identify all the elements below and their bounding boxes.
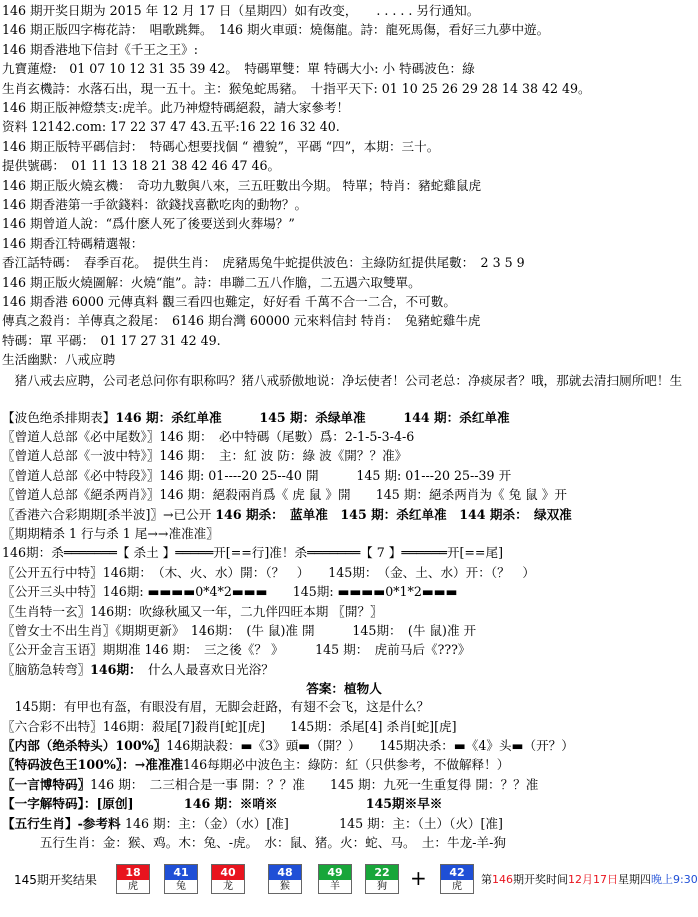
text-segment: 答案：植物人 — [306, 681, 382, 697]
ball-zodiac: 兔 — [176, 881, 186, 892]
text-segment: 146 期曾道人說：“爲什麽人死了後要送到火葬場？” — [2, 216, 295, 232]
text-line — [2, 177, 686, 194]
next-draw-time: 晚上9:30 — [651, 873, 698, 886]
results-label: 145期开奖结果 — [14, 873, 97, 887]
text-segment: 〖香港六合彩期期[杀半波]〗→已公开 — [2, 506, 216, 522]
text-segment: 146 期正版火燒圖解：火燒“龍”。詩：串聯二五八作膽，二五遇六取雙單。 — [2, 274, 421, 290]
text-segment: 146期訣殺：▬《3》頭▬（開？） 145期决杀：▬《4》头▬（开？） — [166, 738, 574, 753]
text-line — [2, 544, 686, 561]
text-segment: 〖曾道人总部《一波中特》〗146 期： 主：紅 波 防：綠 波《開？？准》 — [2, 448, 408, 464]
ball-number: 41 — [165, 865, 197, 880]
text-line — [2, 157, 686, 174]
text-segment: 资料 12142.com: 17 22 37 47 43.五平:16 22 16 32 40. — [2, 119, 340, 135]
result-ball — [318, 864, 352, 894]
result-ball — [268, 864, 302, 894]
result-ball — [365, 864, 399, 894]
text-segment: 146 期开奖日期为 2015 年 12 月 17 日（星期四）如有改变， . . . . . 另行通知。 — [2, 3, 480, 18]
text-line — [2, 603, 686, 620]
ball-zodiac: 龙 — [223, 881, 233, 892]
text-line — [2, 312, 686, 329]
text-segment: 146期：杀═══════【 杀土 】═════开[==行]准！杀═══════【 7 】══════开[==尾] — [2, 545, 503, 561]
ball-zodiac: 虎 — [452, 881, 462, 892]
text-segment: 〖曾道人总部《必中特段》〗146 期: 01----20 25--40 開 145 期: 01---20 25--39 开 — [2, 467, 512, 483]
text-line — [2, 661, 686, 678]
text-line — [2, 486, 686, 503]
text-segment: 〖六合彩不出特〗146期：殺尾[7]殺肖[蛇][虎] 145期：杀尾[4] 杀肖[蛇][虎] — [2, 718, 457, 734]
text-line — [2, 293, 686, 310]
result-ball — [164, 864, 198, 894]
ball-number: 40 — [212, 865, 244, 880]
text-segment: 【一字解特码】：[原创] 146 期：※哨※ 145期※早※ — [2, 796, 443, 812]
text-segment: 五行生肖：金：猴、鸡。木：兔、-虎。 水：鼠、猪。火：蛇、马。 土：牛龙-羊-狗 — [2, 835, 506, 850]
draw-results-bar — [0, 862, 698, 896]
text-line — [2, 776, 686, 793]
ball-zodiac: 虎 — [128, 881, 138, 892]
next-draw-date: 12月17日 — [568, 873, 618, 886]
next-draw-issue: 146 — [492, 873, 513, 886]
text-line — [2, 60, 686, 77]
text-segment: 146 期： 二三相合是一事 開：？？准 145 期：九死一生重复得 開：？？准 — [90, 776, 539, 792]
text-line — [2, 371, 686, 390]
text-segment: 香江話特碼： 春季百花。 提供生肖： 虎豬馬兔牛蛇提供波色：主綠防紅提供尾數： 2 3 5 9 — [2, 255, 525, 271]
text-segment: 生肖玄機詩：水落石出，現一五十。主：猴兔蛇馬豬。 十指平天下: 01 10 25 26 29 28 14 38 42 49。 — [2, 80, 591, 96]
result-ball — [211, 864, 245, 894]
text-line — [2, 428, 686, 445]
text-segment: 146 期正版神燈禁支:虎羊。此乃神燈特碼絕殺，請大家參考！ — [2, 100, 350, 115]
ball-number: 49 — [319, 865, 351, 880]
text-line — [2, 718, 686, 735]
text-segment: 〖脑筋急转弯〗 — [2, 661, 91, 677]
text-line — [2, 274, 686, 291]
text-line — [2, 21, 686, 38]
text-segment: 145期：有甲也有盔，有眼没有眉，无脚会赶路，有翅不会飞，这是什么？ — [2, 699, 430, 715]
result-ball — [116, 864, 150, 894]
text-line — [2, 698, 686, 715]
text-segment: 什么人最喜欢日光浴？ — [135, 661, 274, 677]
text-segment: 生活幽默：八戒应聘 — [2, 352, 116, 368]
result-ball — [440, 864, 474, 894]
text-segment: 猪八戒去应聘，公司老总问你有职称吗？猪八戒骄傲地说：净坛使者！公司老总：净痰尿者？哦，那就去清扫厕所吧！生 — [2, 372, 683, 388]
text-segment: 〖曾道人总部《必中尾数》〗146 期： 必中特碼（尾數）爲：2-1-5-3-4-6 — [2, 429, 415, 444]
text-segment: 146 期：杀红单准 145 期：杀绿单准 144 期：杀红单准 — [115, 409, 510, 425]
text-segment: 特碼：單 平碼： 01 17 27 31 42 49. — [2, 332, 221, 348]
text-line — [2, 506, 686, 523]
text-line — [2, 564, 686, 581]
text-segment: 146每期必中波色主：綠防：紅（只供参考，不做解释！） — [183, 757, 510, 773]
ball-zodiac: 狗 — [377, 881, 387, 892]
ball-number: 48 — [269, 865, 301, 880]
text-segment: 〖特码波色王100%〗：→准准准 — [2, 757, 184, 773]
ball-number: 42 — [441, 865, 473, 880]
text-line — [2, 196, 686, 213]
text-line — [2, 447, 686, 464]
next-draw-mid: 期开奖时间 — [513, 873, 568, 886]
text-segment: 〖公开五行中特〗146期： （木、火、水）開：（？ ） 145期： （金、土、水）开：（？ ） — [2, 564, 535, 580]
text-segment: 146 期正版四字梅花詩： 唱歌跳舞。 146 期火車頭：燒傷龍。詩：龍死馬傷，看好三九夢中遊。 — [2, 22, 550, 38]
ball-zodiac: 羊 — [330, 881, 340, 892]
text-segment: 146 期杀： 蓝单准 145 期：杀红单准 144 期杀： 绿双准 — [215, 506, 572, 522]
text-line — [2, 41, 686, 58]
text-segment: 〖公开三头中特〗146期: ▬▬▬▬0*4*2▬▬▬ 145期: ▬▬▬▬0*1*2▬▬▬ — [2, 584, 458, 600]
text-segment: 〖期期精杀 1 行与杀 1 尾→→准准准〗 — [2, 526, 219, 541]
text-line — [2, 235, 686, 252]
next-draw-info — [481, 871, 698, 887]
text-segment: 146 期正版特平碼信封： 特碼心想要找個 “ 禮貌”，平碼 “四”，本期：三十。 — [2, 138, 440, 154]
text-segment: 〖公开金言玉语〗期期准 146 期： 三之後《？ 》 145 期： 虎前马后《???》 — [2, 642, 471, 658]
text-segment: 【五行生肖】-参考料 — [2, 815, 125, 831]
text-segment: 〖生肖特一玄〗146期：吹綠秋風又一年，二九伴四旺本期 〖開？〗 — [2, 603, 383, 619]
text-segment: 【波色绝杀排期表】 — [2, 409, 116, 425]
next-draw-week: 星期四 — [618, 873, 651, 886]
text-line — [2, 409, 686, 426]
text-line — [2, 680, 686, 697]
text-line — [2, 622, 686, 639]
text-segment: 146 期香港 6000 元傳真料 觀三看四也難定，好好看 千萬不合一二合，不可數。 — [2, 294, 456, 309]
ball-number: 18 — [117, 865, 149, 880]
text-line — [2, 525, 686, 542]
text-line — [2, 80, 686, 97]
text-line — [2, 138, 686, 155]
text-line — [2, 737, 686, 754]
text-line — [2, 2, 686, 19]
text-segment: 傳真之殺肖：羊傳真之殺尾： 6146 期台灣 60000 元來料信封 特肖： 兔豬蛇雞牛虎 — [2, 313, 481, 329]
text-segment: 〖曾道人总部《絕杀两肖》〗146 期：絕殺兩肖爲《 虎 鼠 》開 145 期：絕杀两肖为《 兔 鼠 》开 — [2, 487, 567, 503]
text-segment: 〖曾女士不出生肖〗《期期更新》 146期： (牛 鼠)准 開 145期： (牛 鼠)准 开 — [2, 623, 477, 638]
text-line — [2, 332, 686, 349]
text-segment: 〖一言博特码〗 — [2, 776, 91, 792]
text-segment: 146 期香港第一手欲錢料：欲錢找喜歡吃肉的動物？。 — [2, 197, 308, 212]
next-draw-prefix: 第 — [481, 873, 492, 886]
text-segment: 146 期正版火燒玄機： 奇功九數與八來，三五旺數出今期。 特單；特肖：豬蛇雞鼠虎 — [2, 177, 482, 193]
ball-zodiac: 猴 — [280, 881, 290, 892]
text-line — [2, 254, 686, 271]
text-segment: 146 期香港地下信封《千王之王》: — [2, 41, 199, 57]
text-line — [2, 351, 686, 368]
ball-number: 22 — [366, 865, 398, 880]
text-line — [2, 118, 686, 135]
text-segment: 146期： — [90, 661, 136, 677]
text-segment: 〖内部（绝杀特头）100%〗 — [2, 738, 167, 753]
plus-sign: + — [410, 866, 427, 890]
text-line — [2, 815, 686, 832]
text-line — [2, 834, 686, 851]
text-segment: 九寶蓮燈: 01 07 10 12 31 35 39 42。 特碼單雙：單 特碼大小: 小 特碼波色：綠 — [2, 61, 475, 77]
text-segment: 提供號碼： 01 11 13 18 21 38 42 46 47 46。 — [2, 158, 281, 174]
text-line — [2, 215, 686, 232]
text-line — [2, 583, 686, 600]
text-line — [2, 467, 686, 484]
text-line — [2, 795, 686, 812]
text-line — [2, 641, 686, 658]
text-segment: 146 期：主：（金）（水）[准] 145 期：主：（土）（火）[准] — [124, 815, 503, 831]
text-segment: 146 期香江特碼精選報： — [2, 235, 144, 251]
text-line — [2, 99, 686, 116]
text-line — [2, 756, 686, 773]
